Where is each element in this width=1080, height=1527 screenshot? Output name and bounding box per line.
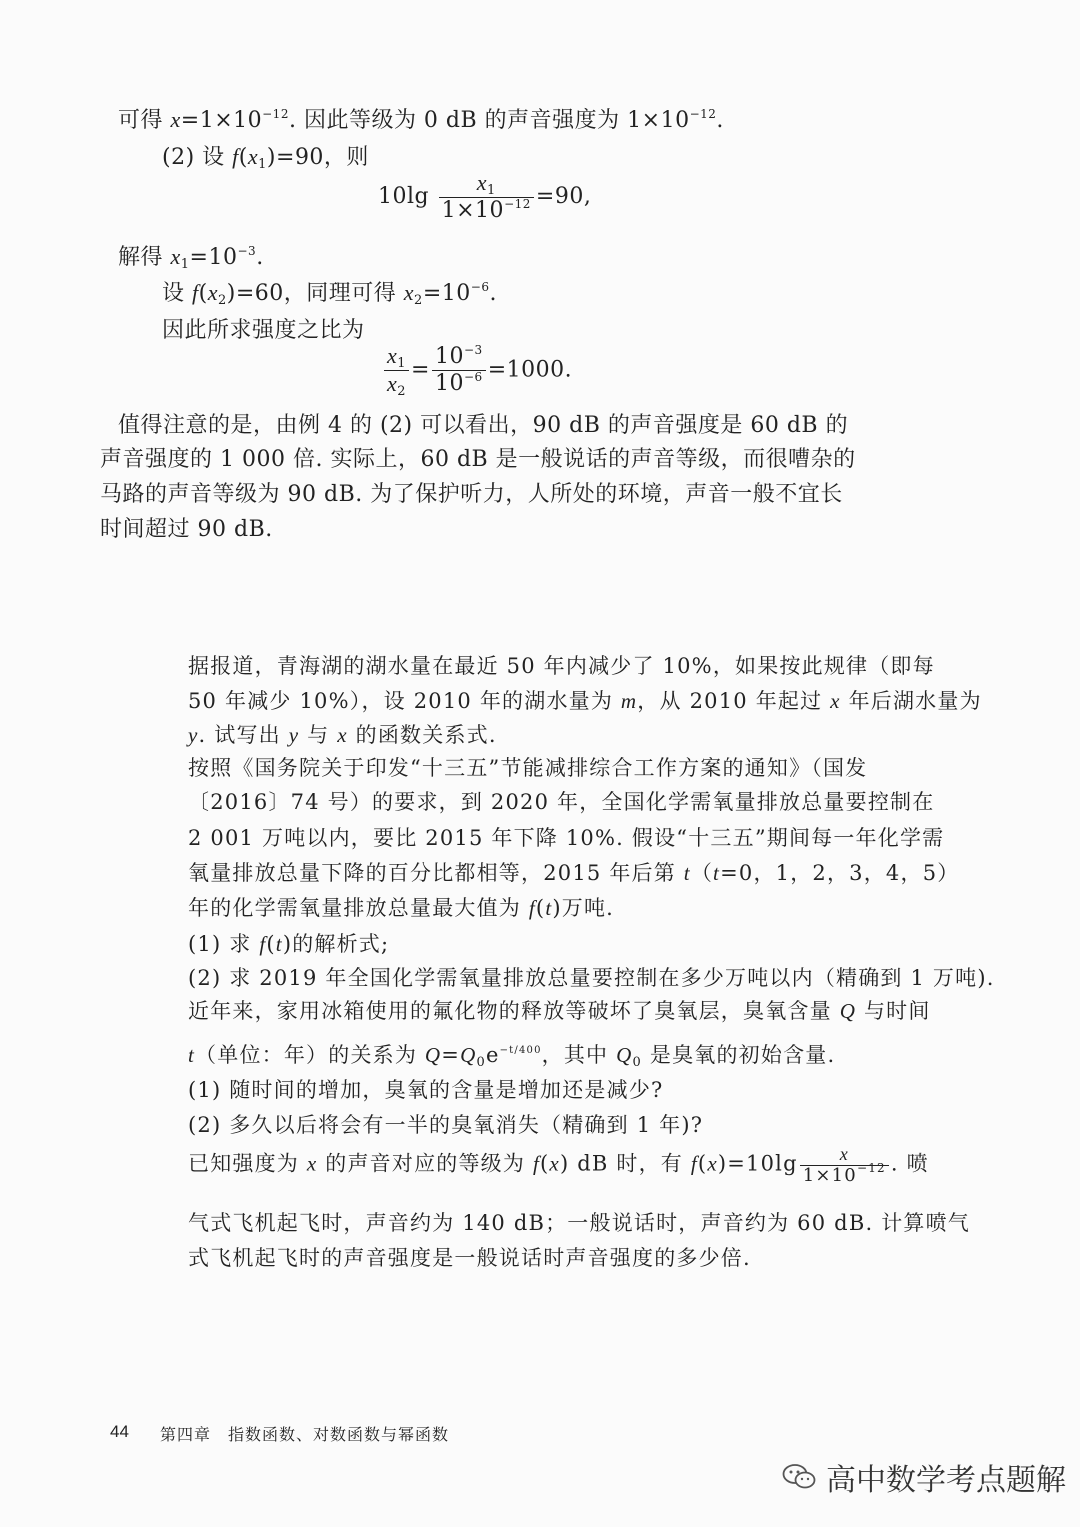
exercise-2-line-2: 〔2016〕74 号）的要求，到 2020 年，全国化学需氧量排放总量要控制在 (188, 790, 935, 814)
exercise-2-question-1: (1) 求 f(t)的解析式; (188, 932, 390, 956)
exercise-4-line-2: 气式飞机起飞时，声音约为 140 dB；一般说话时，声音约为 60 dB. 计算喷气 (188, 1211, 971, 1235)
exercise-1-line-2: 50 年减少 10%），设 2010 年的湖水量为 m，从 2010 年起过 x 年后湖水量为 (188, 689, 982, 713)
exercise-3-line-1: 近年来，家用冰箱使用的氟化物的释放等破坏了臭氧层，臭氧含量 Q 与时间 (188, 999, 931, 1023)
wechat-icon (782, 1463, 816, 1491)
solution-line-1: 可得 $x=1\times 10^{-12}$. 因此等级为 0 dB 的声音强度为 $1\times 10^{-12}$. (118, 107, 724, 133)
chapter-title: 第四章 指数函数、对数函数与幂函数 (160, 1425, 450, 1444)
exercise-2-line-4: 氧量排放总量下降的百分比都相等，2015 年后第 t（t=0，1，2，3，4，5） (188, 861, 960, 885)
exercise-2-line-5: 年的化学需氧量排放总量最大值为 f(t)万吨. (188, 896, 615, 920)
solution-line-2: (2) 设 $f(x_1)=90$，则 (162, 144, 369, 172)
exercise-3-question-2: (2) 多久以后将会有一半的臭氧消失（精确到 1 年)? (188, 1113, 704, 1137)
exercise-2-line-1: 按照《国务院关于印发“十三五”节能减排综合工作方案的通知》（国发 (188, 756, 868, 780)
exercise-4-line-1: 已知强度为 x 的声音对应的等级为 f(x) dB 时，有 f(x)=10lg $\frac{x}{1\times 10^{-12}}$ . 喷 (188, 1144, 929, 1186)
solution-line-5: 因此所求强度之比为 (162, 318, 365, 343)
watermark (782, 1455, 1066, 1499)
exercise-1-line-1: 据报道，青海湖的湖水量在最近 50 年内减少了 10%，如果按此规律（即每 (188, 654, 935, 678)
exercise-2-question-2: (2) 求 2019 年全国化学需氧量排放总量要控制在多少万吨以内（精确到 1 万吨). (188, 966, 995, 990)
equation-2-fraction-1: $\frac{x_1}{x_2}$ (384, 343, 409, 398)
exercise-4-fraction: $\frac{x}{1\times 10^{-12}}$ (800, 1144, 889, 1186)
equation-1-fraction: $\frac{x_1}{1\times 10^{-12}}$ (439, 170, 534, 224)
exercise-2-line-3: 2 001 万吨以内，要比 2015 年下降 10%. 假设“十三五”期间每一年化学需 (188, 826, 945, 850)
exercise-3-question-1: (1) 随时间的增加，臭氧的含量是增加还是减少? (188, 1078, 664, 1102)
equation-1: 10lg $\frac{x_1}{1\times 10^{-12}}$ =90, (378, 170, 592, 223)
note-line-3: 马路的声音等级为 90 dB. 为了保护听力，人所处的环境，声音一般不宜长 (100, 482, 843, 507)
exercise-4-line-3: 式飞机起飞时的声音强度是一般说话时声音强度的多少倍. (188, 1246, 751, 1270)
note-line-2: 声音强度的 1 000 倍. 实际上，60 dB 是一般说话的声音等级，而很嘈杂的 (100, 447, 856, 472)
solution-line-4: 设 $f(x_2)=60$，同理可得 $x_2=10^{-6}$. (162, 280, 497, 308)
equation-2-fraction-2: $\frac{10^{-3}}{10^{-6}}$ (432, 344, 486, 397)
exercise-3-line-2: t（单位：年）的关系为 $Q=Q_0e^{-t/400}$，其中 $Q_0$ 是臭氧的初始含量. (188, 1043, 836, 1070)
note-line-4: 时间超过 90 dB. (100, 517, 273, 542)
exercise-1-line-3: y. 试写出 y 与 x 的函数关系式. (188, 723, 497, 747)
watermark-text: 高中数学考点题解 (826, 1463, 1066, 1498)
note-line-1: 值得注意的是，由例 4 的 (2) 可以看出，90 dB 的声音强度是 60 dB 的 (118, 413, 849, 438)
page-number: 44 (110, 1422, 129, 1441)
equation-2: $\frac{x_1}{x_2}$ = $\frac{10^{-3}}{10^{-6}}$ =1000. (382, 343, 572, 398)
solution-line-3: 解得 $x_1=10^{-3}$. (118, 244, 264, 272)
